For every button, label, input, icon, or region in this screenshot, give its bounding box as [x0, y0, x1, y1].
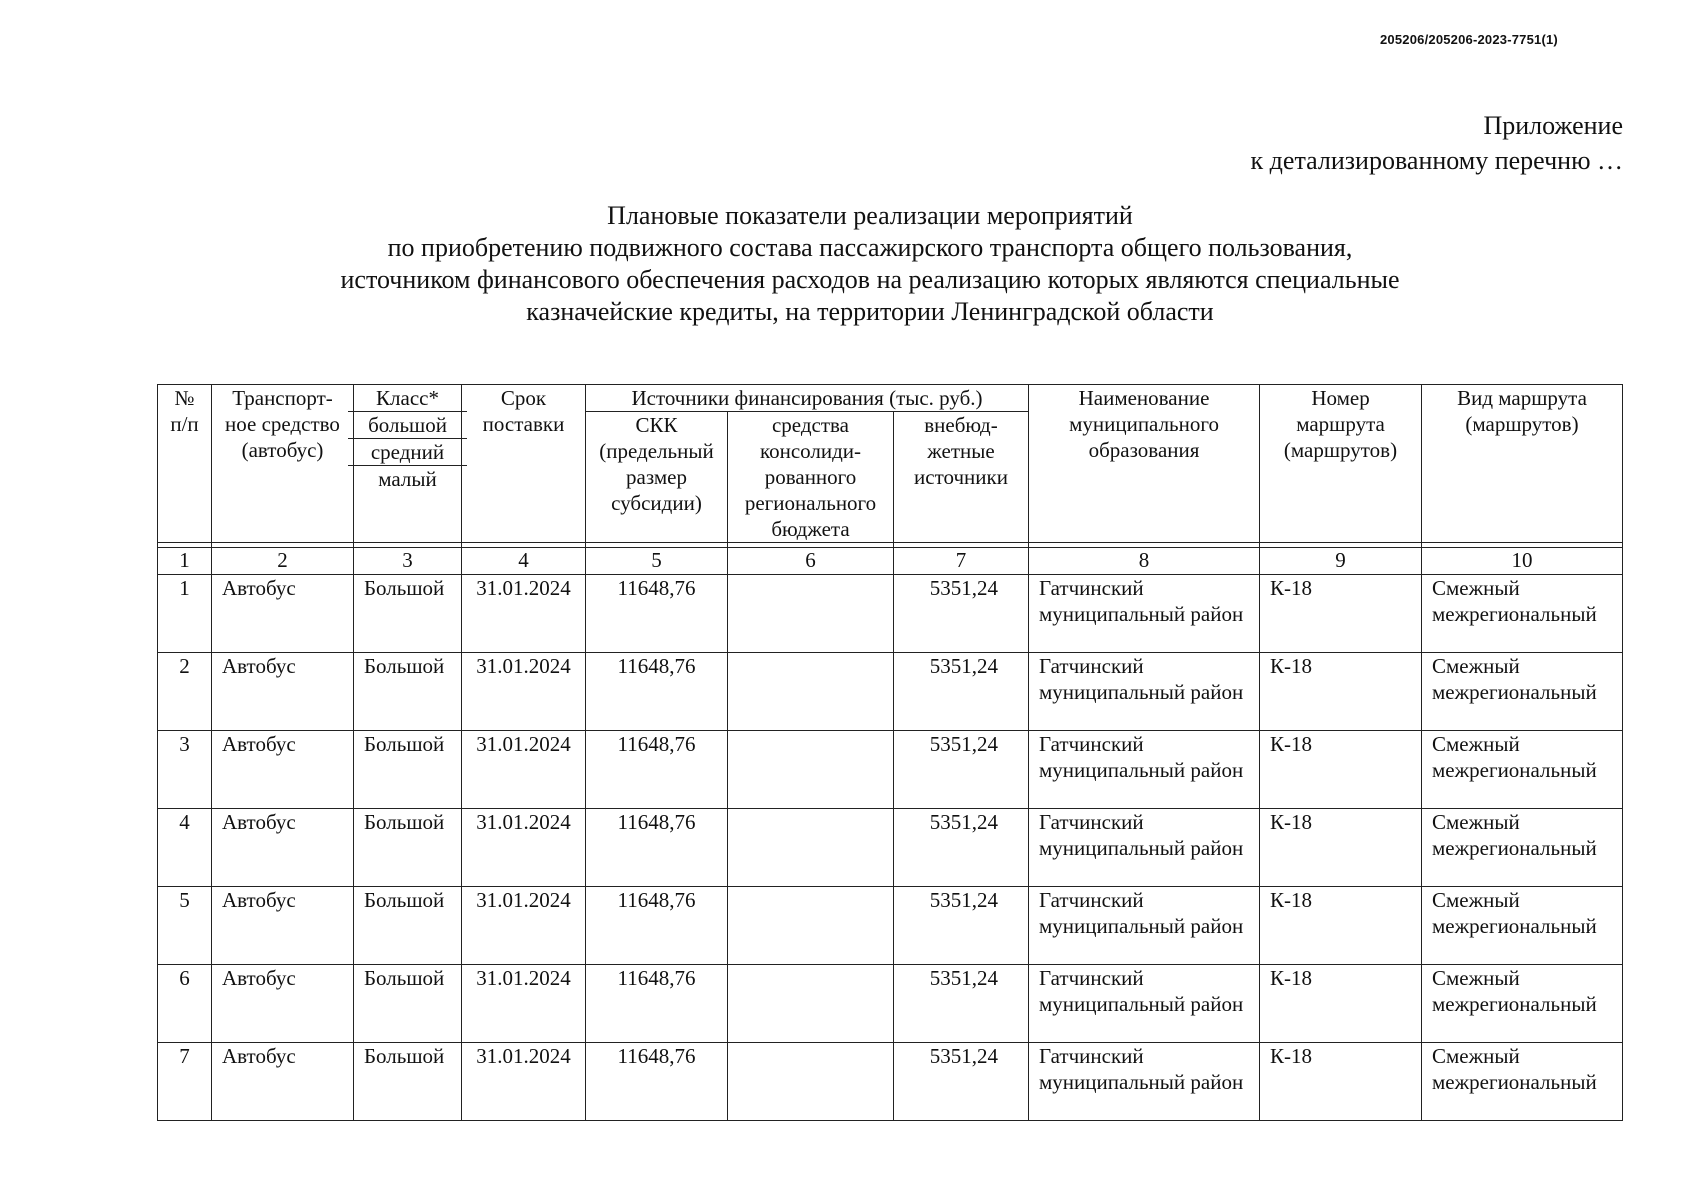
cell-regional [728, 887, 894, 965]
cell-regional [728, 653, 894, 731]
cell-vehicle: Автобус [212, 731, 354, 809]
cell-date: 31.01.2024 [462, 1043, 586, 1121]
cell-vehicle: Автобус [212, 887, 354, 965]
cell-route: К-18 [1260, 731, 1422, 809]
cell-extra: 5351,24 [894, 653, 1029, 731]
cell-municipality: Гатчинский муниципальный район [1029, 731, 1260, 809]
cell-num: 5 [158, 887, 212, 965]
cell-num: 3 [158, 731, 212, 809]
title-line-3: источником финансового обеспечения расходов на реализацию которых являются специальные [340, 265, 1400, 294]
title-line-4: казначейские кредиты, на территории Ленинградской области [526, 297, 1214, 326]
cell-extra: 5351,24 [894, 731, 1029, 809]
col-num: 8 [1029, 548, 1260, 575]
header-class-title: Класс* [348, 385, 467, 412]
cell-vehicle: Автобус [212, 1043, 354, 1121]
cell-municipality: Гатчинский муниципальный район [1029, 1043, 1260, 1121]
header-skk: СКК (предельный размер субсидии) [586, 412, 728, 543]
cell-skk: 11648,76 [586, 809, 728, 887]
cell-skk: 11648,76 [586, 731, 728, 809]
header-municipality: Наименование муниципального образования [1029, 385, 1260, 543]
cell-skk: 11648,76 [586, 965, 728, 1043]
cell-num: 1 [158, 575, 212, 653]
table-row [158, 731, 1623, 809]
cell-route-type: Смежный межрегиональный [1422, 1043, 1623, 1121]
cell-regional [728, 575, 894, 653]
cell-vehicle: Автобус [212, 653, 354, 731]
header-class-mid: средний [348, 439, 467, 466]
header-extra: внебюд-жетные источники [894, 412, 1029, 543]
cell-skk: 11648,76 [586, 1043, 728, 1121]
annex-line-1: Приложение [1483, 111, 1623, 140]
cell-route: К-18 [1260, 575, 1422, 653]
cell-municipality: Гатчинский муниципальный район [1029, 653, 1260, 731]
cell-class: Большой [354, 575, 462, 653]
cell-municipality: Гатчинский муниципальный район [1029, 965, 1260, 1043]
cell-class: Большой [354, 887, 462, 965]
table-row [158, 965, 1623, 1043]
col-num: 6 [728, 548, 894, 575]
cell-route-type: Смежный межрегиональный [1422, 653, 1623, 731]
col-num: 4 [462, 548, 586, 575]
cell-route-type: Смежный межрегиональный [1422, 809, 1623, 887]
cell-vehicle: Автобус [212, 809, 354, 887]
cell-municipality: Гатчинский муниципальный район [1029, 575, 1260, 653]
cell-class: Большой [354, 965, 462, 1043]
cell-municipality: Гатчинский муниципальный район [1029, 809, 1260, 887]
cell-num: 6 [158, 965, 212, 1043]
cell-date: 31.01.2024 [462, 809, 586, 887]
cell-route-type: Смежный межрегиональный [1422, 887, 1623, 965]
cell-regional [728, 809, 894, 887]
cell-route-type: Смежный межрегиональный [1422, 575, 1623, 653]
col-num: 10 [1422, 548, 1623, 575]
table-row [158, 809, 1623, 887]
header-class [354, 385, 462, 543]
cell-class: Большой [354, 731, 462, 809]
cell-date: 31.01.2024 [462, 653, 586, 731]
cell-municipality: Гатчинский муниципальный район [1029, 887, 1260, 965]
indicators-table [157, 384, 1623, 1121]
cell-num: 4 [158, 809, 212, 887]
header-regional: средства консолиди-рованного регионального бюджета [728, 412, 894, 543]
cell-extra: 5351,24 [894, 809, 1029, 887]
cell-route: К-18 [1260, 1043, 1422, 1121]
cell-num: 2 [158, 653, 212, 731]
cell-vehicle: Автобус [212, 575, 354, 653]
cell-skk: 11648,76 [586, 575, 728, 653]
table-row [158, 1043, 1623, 1121]
table-row [158, 653, 1623, 731]
column-numbers-row [158, 548, 1623, 575]
cell-skk: 11648,76 [586, 887, 728, 965]
cell-vehicle: Автобус [212, 965, 354, 1043]
col-num: 7 [894, 548, 1029, 575]
cell-route-type: Смежный межрегиональный [1422, 731, 1623, 809]
col-num: 1 [158, 548, 212, 575]
cell-extra: 5351,24 [894, 887, 1029, 965]
header-delivery: Срок поставки [462, 385, 586, 543]
cell-route: К-18 [1260, 809, 1422, 887]
col-num: 5 [586, 548, 728, 575]
cell-extra: 5351,24 [894, 575, 1029, 653]
document-title [0, 200, 1690, 328]
cell-date: 31.01.2024 [462, 887, 586, 965]
table-row [158, 887, 1623, 965]
cell-regional [728, 965, 894, 1043]
title-line-2: по приобретению подвижного состава пассажирского транспорта общего пользования, [387, 233, 1353, 262]
cell-regional [728, 1043, 894, 1121]
cell-extra: 5351,24 [894, 1043, 1029, 1121]
cell-class: Большой [354, 1043, 462, 1121]
cell-route: К-18 [1260, 965, 1422, 1043]
header-route-type: Вид маршрута (маршрутов) [1422, 385, 1623, 543]
cell-route: К-18 [1260, 653, 1422, 731]
annex-line-2: к детализированному перечню … [1250, 146, 1623, 175]
table-body [158, 575, 1623, 1121]
col-num: 2 [212, 548, 354, 575]
header-funding: Источники финансирования (тыс. руб.) [586, 385, 1029, 412]
annex-header [1251, 108, 1623, 178]
cell-route-type: Смежный межрегиональный [1422, 965, 1623, 1043]
header-class-big: большой [348, 412, 467, 439]
col-num: 9 [1260, 548, 1422, 575]
cell-class: Большой [354, 653, 462, 731]
header-route-number: Номер маршрута (маршрутов) [1260, 385, 1422, 543]
cell-regional [728, 731, 894, 809]
header-num: № п/п [158, 385, 212, 543]
cell-extra: 5351,24 [894, 965, 1029, 1043]
header-vehicle: Транспорт-ное средство (автобус) [212, 385, 354, 543]
cell-skk: 11648,76 [586, 653, 728, 731]
cell-date: 31.01.2024 [462, 965, 586, 1043]
cell-route: К-18 [1260, 887, 1422, 965]
cell-date: 31.01.2024 [462, 731, 586, 809]
header-class-small: малый [378, 467, 437, 491]
header-row [158, 385, 1623, 412]
document-id: 205206/205206-2023-7751(1) [1380, 32, 1558, 47]
cell-class: Большой [354, 809, 462, 887]
cell-date: 31.01.2024 [462, 575, 586, 653]
title-line-1: Плановые показатели реализации мероприятий [607, 201, 1133, 230]
cell-num: 7 [158, 1043, 212, 1121]
table-row [158, 575, 1623, 653]
col-num: 3 [354, 548, 462, 575]
